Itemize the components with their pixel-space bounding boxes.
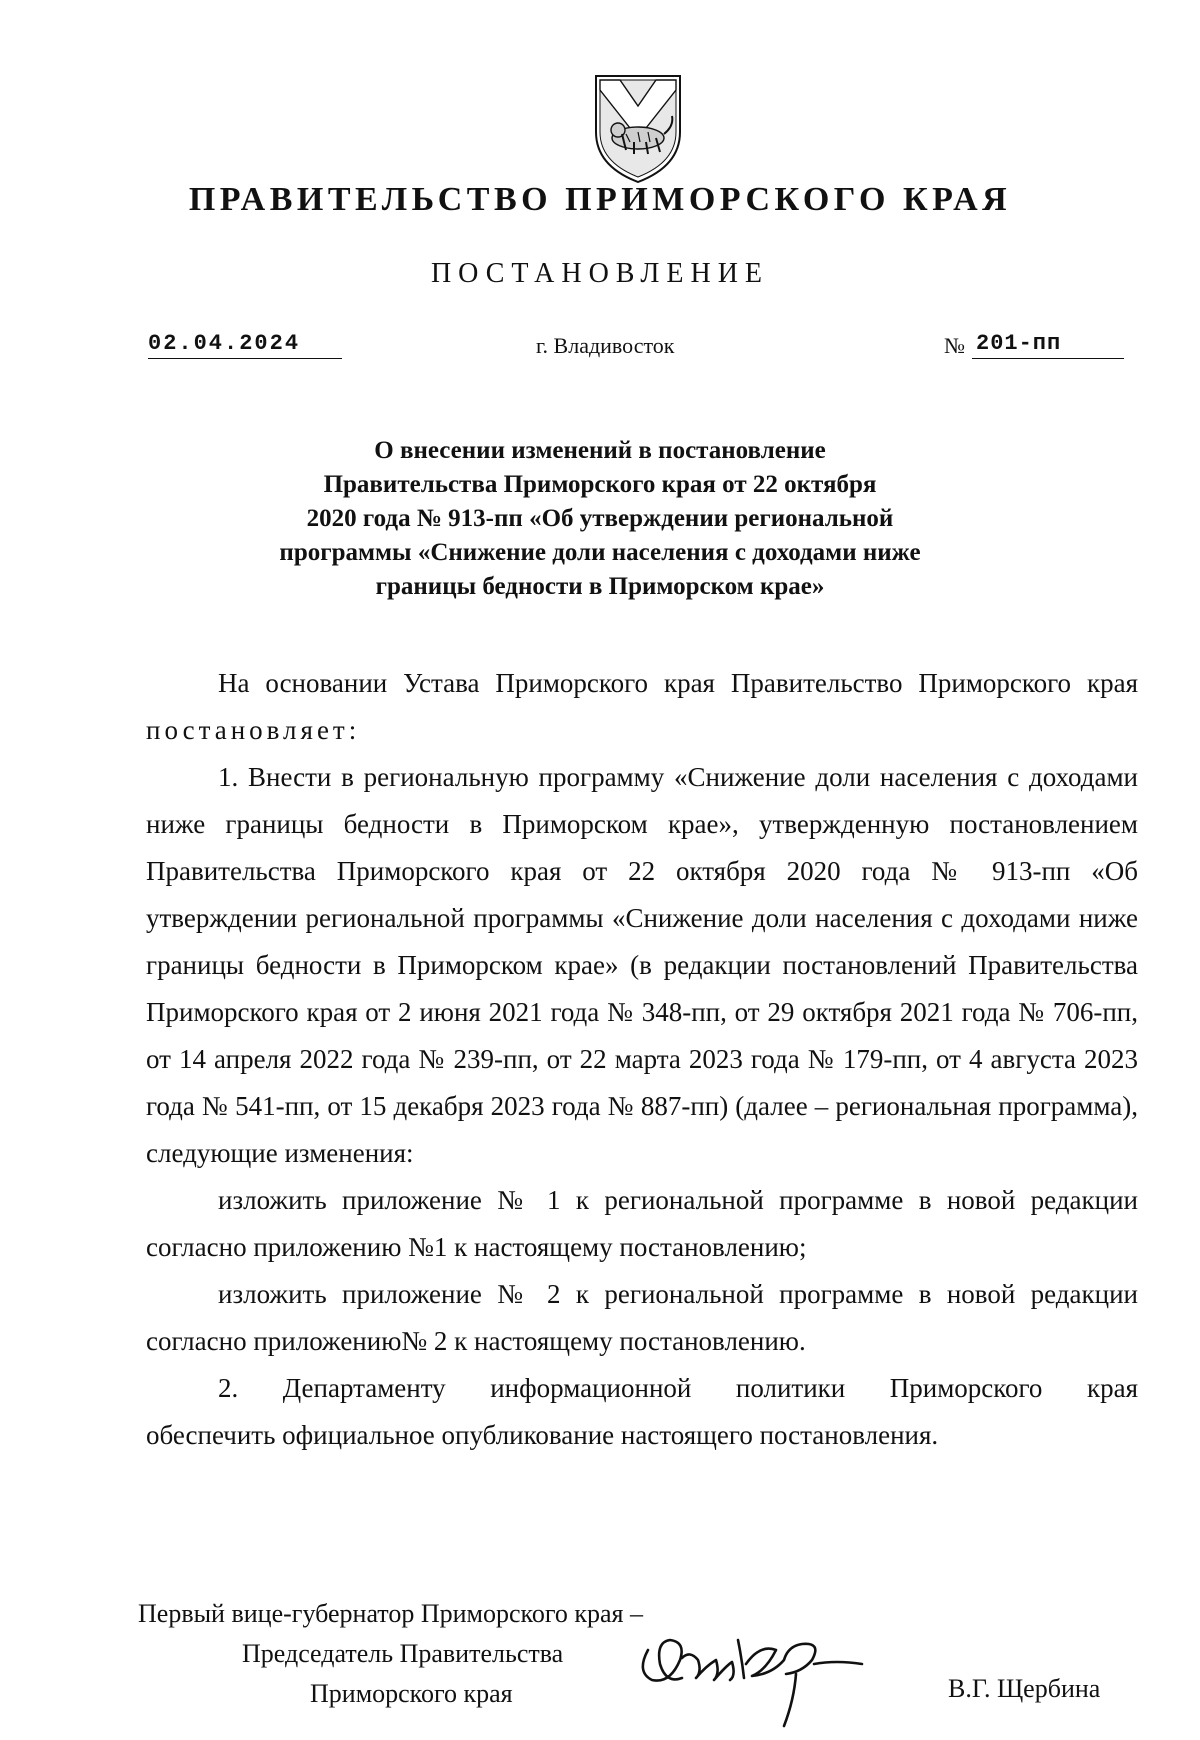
coat-of-arms-icon [590, 68, 686, 186]
document-body [146, 660, 1138, 1459]
document-number: 201-пп [972, 331, 1124, 359]
document-city: г. Владивосток [536, 333, 675, 358]
subject-line: границы бедности в Приморском крае» [375, 573, 825, 600]
item-1a-paragraph: изложить приложение № 1 к региональной программе в новой редакции согласно приложению №1 к настоящему постановлению; [146, 1185, 1138, 1262]
preamble-paragraph [146, 660, 1138, 754]
number-label: № [944, 333, 965, 358]
item-1b-paragraph: изложить приложение № 2 к региональной программе в новой редакции согласно приложению№ 2 к настоящему постановлению. [146, 1279, 1138, 1356]
subject-line: Правительства Приморского края от 22 октября [323, 471, 877, 498]
document-date: 02.04.2024 [148, 331, 342, 359]
item-2-second-line: обеспечить официальное опубликование настоящего постановления. [146, 1420, 939, 1450]
document-subject [230, 434, 970, 604]
subject-line: программы «Снижение доли населения с доходами ниже [279, 539, 921, 566]
position-line: Первый вице-губернатор Приморского края – [138, 1599, 643, 1628]
decree-word: постановляет: [146, 715, 361, 745]
organization-title: ПРАВИТЕЛЬСТВО ПРИМОРСКОГО КРАЯ [188, 181, 1012, 218]
document-type: ПОСТАНОВЛЕНИЕ [430, 258, 770, 289]
subject-line: 2020 года № 913-пп «Об утверждении региональной [306, 505, 894, 532]
handwritten-signature-icon [626, 1620, 906, 1740]
item-2-first-line: 2. Департаменту информационной политики Приморского края [218, 1373, 1138, 1403]
position-line: Приморского края [310, 1679, 513, 1708]
subject-line: О внесении изменений в постановление [374, 437, 826, 464]
position-line: Председатель Правительства [242, 1639, 564, 1668]
item-1-paragraph: 1. Внести в региональную программу «Снижение доли населения с доходами ниже границы бедности в Приморском крае», утвержденную постановлением Правительства Приморского края от 22 октября 2020 года № 913-пп «Об утверждении региональной программы «Снижение доли населения с доходами ниже границы бедности в Приморском крае» (в редакции постановлений Правительства Приморского края от 2 июня 2021 года № 348-пп, от 29 октября 2021 года № 706-пп, от 14 апреля 2022 года № 239-пп, от 22 марта 2023 года № 179-пп, от 4 августа 2023 года № 541-пп, от 15 декабря 2023 года № 887-пп) (далее – региональная программа), следующие изменения: [146, 762, 1138, 1168]
signatory-name: В.Г. Щербина [948, 1674, 1101, 1703]
preamble-text: На основании Устава Приморского края Правительство Приморского края [218, 668, 1138, 698]
